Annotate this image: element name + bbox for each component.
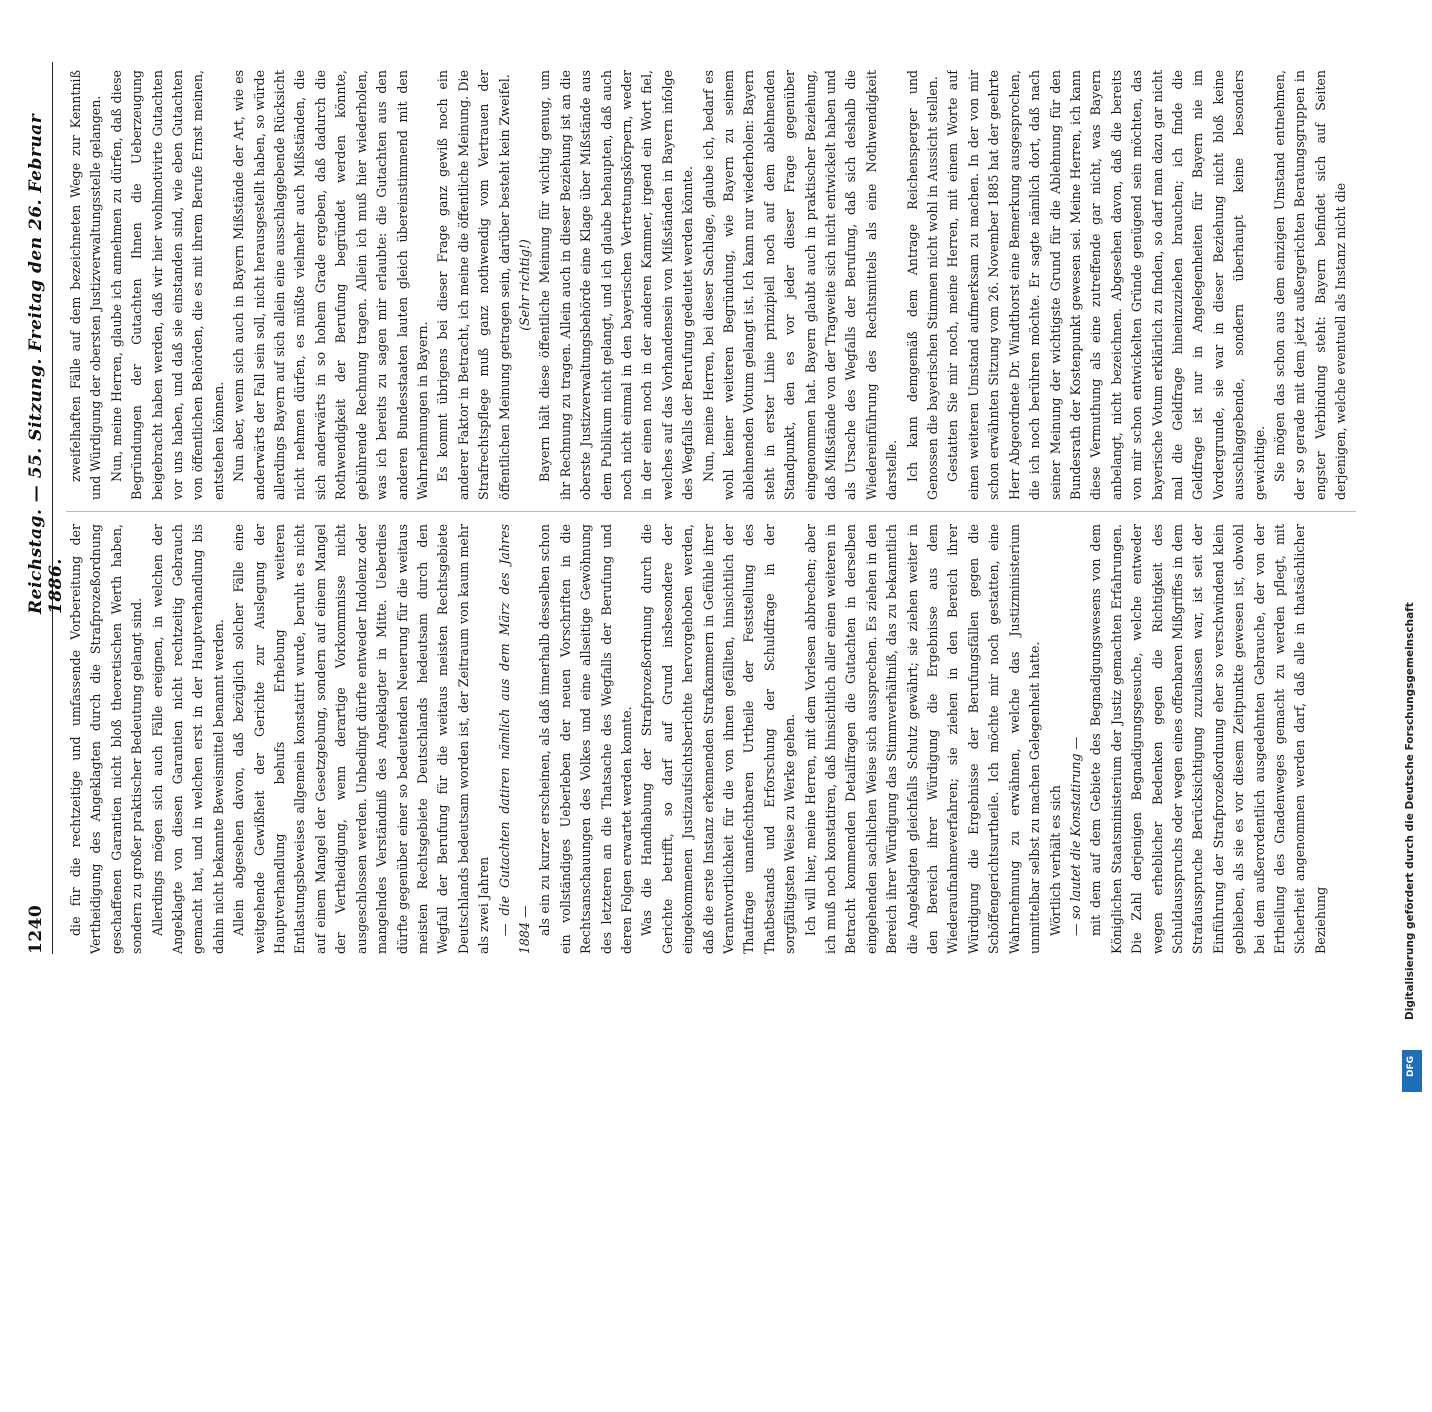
right-column [66,70,1356,500]
page-header [22,62,66,954]
paragraph: Ich kann demgemäß dem Antrage Reichensperger und Genossen die bayerischen Stimmen nicht wohl in Aussicht stellen. [904,70,941,500]
paragraph: als ein zu kurzer erscheinen, als daß innerhalb desselben schon ein vollständiges Ueberleben der neuen Vorschriften in die Rechtsanschauungen des Volkes und eine allseitige Gewöhnung des letzteren an die Thatsache des Wegfalls der Berufung und deren Folgen erwartet werden konnte. [537,524,634,954]
dfg-logo [1402,1050,1422,1092]
paragraph: Allerdings mögen sich auch Fälle ereignen, in welchen der Angeklagte von diesen Garantien nicht rechtzeitig Gebrauch gemacht hat, und in welchen erst in der Hauptverhandlung bis dahin nicht bekannte Beweismittel benannt werden. [149,524,226,954]
paragraph: — so lautet die Konstatirung — [1067,736,1083,936]
paragraph: Nun aber, wenn sich auch in Bayern Mißstände der Art, wie es anderwärts der Fall sein soll, nicht herausgestellt haben, so würde allerdings Bayern auf sich allein eine ausschlaggebende Rücksicht nicht nehmen dürfen, es müßte vielmehr auch Mißständen, die sich anderwärts in so hohem Grade ergeben, daß dadurch die Rothwendigkeit der Berufung begründet werden könnte, gebührende Rechnung tragen. Allein ich muß hier wiederholen, was ich bereits zu sagen mir erlaubte: die Gutachten aus den anderen Bundesstaaten lauten gleich übereinstimmend mit den Wahrnehmungen in Bayern. [231,70,430,500]
paragraph: Es kommt übrigens bei dieser Frage ganz gewiß noch ein anderer Faktor in Betracht, ich meine die öffentliche Meinung. Die Strafrechtspflege muß ganz nothwendig vom Vertrauen der öffentlichen Meinung getragen sein, darüber besteht kein Zweifel. [435,70,512,500]
digitization-credit: Digitalisierung gefördert durch die Deutsche Forschungsgemeinschaft [1404,602,1416,1020]
paragraph: Ich will hier, meine Herren, mit dem Vorlesen abbrechen; aber ich muß noch konstatiren, daß hinsichtlich aller einen weiteren in Betracht kommenden Detailfragen die Gutachten in derselben eingehenden sachlichen Weise sich aussprechen. Es ziehen in den Bereich ihrer Würdigung das Stimmverhältniß, das zu bekanntlich die Angeklagten gleichfalls Schutz gewährt; sie ziehen weiter in den Bereich ihrer Würdigung die Ergebnisse aus dem Wiederaufnahmeverfahren; sie ziehen in den Bereich ihrer Würdigung die Ergebnisse der Berufungsfällen gegen die Schöffengerichtsurtheile. Ich möchte mir noch gestatten, eine Wahrnehmung zu erwähnen, welche das Justizministerium unmittelbar selbst zu machen Gelegenheit hatte. [802,524,1043,954]
page-number: 1240 [26,904,46,954]
paragraph: Nun, meine Herren, glaube ich annehmen zu dürfen, daß diese Begründungen der Gutachten Ihnen die Ueberzeugung beigebracht haben werden, daß wir hier wohlmotivirte Gutachten vor uns haben, und daß sie einstanden sind, wie eben Gutachten von öffentlichen Behörden, die es mit ihrem Berufe Ernst meinen, entstehen können. [108,70,226,500]
paragraph: Bayern hält diese öffentliche Meinung für wichtig genug, um ihr Rechnung zu tragen. Allein auch in dieser Beziehung ist an die oberste Justizverwaltungsbehörde eine Klage über Mißstände aus dem Publikum nicht gelangt, und ich glaube behaupten, daß auch noch nicht einmal in den bayerischen Vertretungskörpern, weder in der einen noch in der anderen Kammer, irgend ein Wort fiel, welches auf das Vorhandensein von Mißständen in Bayern infolge des Wegfalls der Berufung gedeutet werden könnte. [537,70,696,500]
paragraph: mit dem auf dem Gebiete des Begnadigungswesens von dem Königlichen Staatsministerium der Justiz gemachten Erfahrungen. Die Zahl derjenigen Begnadigungsgesuche, welche entweder wegen erheblicher Bedenken gegen die Richtigkeit des Schuldausspruchs oder wegen eines offenbaren Mißgriffes in dem Strafausspruche Berücksichtigung zuzulassen war, ist seit der Einführung der Strafprozeßordnung eher so verschwindend klein geblieben, als sie es vor diesem Zeitpunkte gewesen ist, obwohl bei dem außerordentlich ausgedehnten Gebrauche, der von der Ertheilung des Gnadenweges gemacht zu werden pflegt, mit Sicherheit angenommen werden darf, daß alle in thatsächlicher Beziehung [1088,524,1328,954]
paragraph: — die Gutachten datiren nämlich aus dem März des Jahres 1884 — [496,524,532,954]
page-title: Reichstag. — 55. Sitzung. Freitag den 26. Februar 1886. [26,113,66,614]
paragraph: zweifelhaften Fälle auf dem bezeichneten Wege zur Kenntniß und Würdigung der obersten Justizverwaltungsstelle gelangen. [68,70,104,500]
paragraph: Wörtlich verhält es sich [1047,785,1063,936]
paragraph: Nun, meine Herren, bei dieser Sachlage, glaube ich, bedarf es wohl keiner weiteren Begründung, wie Bayern zu seinem ablehnenden Votum gelangt ist. Ich kann nur wiederholen: Bayern steht in erster Linie prinzipiell noch auf dem ablehnenden Standpunkt, den es vor jeder dieser Frage gegenüber eingenommen hat. Bayern glaubt auch in praktischer Beziehung, daß Mißstände von der Tragweite sich nicht entwickelt haben und als Ursache des Wegfalls der Berufung, daß sich deshalb die Wiedereinführung des Rechtsmittels als eine Nothwendigkeit darstelle. [700,70,900,500]
interjection: (Sehr richtig!) [516,239,532,331]
paragraph: Gestatten Sie mir noch, meine Herren, mit einem Worte auf einen weiteren Umstand aufmerksam zu machen. In der von mir schon erwähnten Sitzung vom 26. November 1885 hat der geehrte Herr Abgeordnete Dr. Windthorst eine Bemerkung ausgesprochen, die ich noch berühren möchte. Er sagte nämlich dort, daß nach seiner Meinung der wichtigste Grund für die Ablehnung für den Bundesrath der Kostenpunkt gewesen sei. Meine Herren, ich kann diese Vermuthung als eine zutreffende gar nicht, was Bayern anbelangt, nicht bezeichnen. Abgesehen davon, daß die bereits von mir schon entwickelten Gründe genügend sein möchten, das bayerische Votum erklärlich zu finden, so darf man dazu gar nicht mal die Geldfrage hineinzuziehen brauchen; ich finde die Geldfrage ist nur in Angelegenheiten für Bayern nie im Vordergrunde, sie war in dieser Beziehung nicht bloß keine ausschlaggebende, sondern überhaupt keine besonders gewichtige. [945,70,1267,500]
paragraph: die für die rechtzeitige und umfassende Vorbereitung der Vertheidigung des Angeklagten durch die Strafprozeßordnung geschaffenen Garantien nicht bloß theoretischen Werth haben, sondern zu großer praktischer Bedeutung gelangt sind. [68,524,145,954]
paragraph: Allein abgesehen davon, daß bezüglich solcher Fälle eine weitgehende Gewißheit der Gerichte zur Auslegung der Hauptverhandlung behufs Erhebung weiteren Entlastungsbeweises allgemein konstatirt wurde, beruht es nicht auf einem Mangel der Gesetzgebung, sondern auf einem Mangel der Vertheidigung, wenn derartige Vorkommnisse nicht ausgeschlossen werden. Unbedingt dürfte entweder Indolenz oder mangelndes Verständniß des Angeklagter in Mitte. Ueberdies dürfte gegenüber einer so bedeutenden Neuerung für die weitaus meisten Rechtsgebiete Deutschlands hedeutsam durch den Wegfall der Berufung für die weitaus meisten Rechtsgebiete Deutschlands bedeutsam worden ist, der Zeitraum von kaum mehr als zwei Jahren [231,524,492,954]
dfg-logo-text: DFG [1406,1056,1416,1078]
left-column [66,524,1356,954]
paragraph: Sie mögen das schon aus dem einzigen Umstand entnehmen, der so gerade mit dem jetzt außergerichten Beratungsgruppen in engster Verbindung steht: Bayern befindet sich auf Seiten derjenigen, welche eventuell als Instanz nicht die [1271,70,1349,500]
paragraph: Was die Handhabung der Strafprozeßordnung durch die Gerichte betrifft, so darf auf Grund insbesondere der eingekommenen Justizaufsichtsberichte hervorgehoben werden, daß die erste Instanz erkennenden Strafkammern in Gefühle ihrer Verantwortlichkeit für die von ihnen gefällten, hinsichtlich der Thatfrage unanfechtbaren Urtheile der Feststellung des Thatbestands und Erforschung der Schuldfrage in der sorgfältigsten Weise zu Werke gehen. [639,524,798,954]
column-divider [66,511,1356,512]
digitization-sidebar [1400,20,1426,1412]
